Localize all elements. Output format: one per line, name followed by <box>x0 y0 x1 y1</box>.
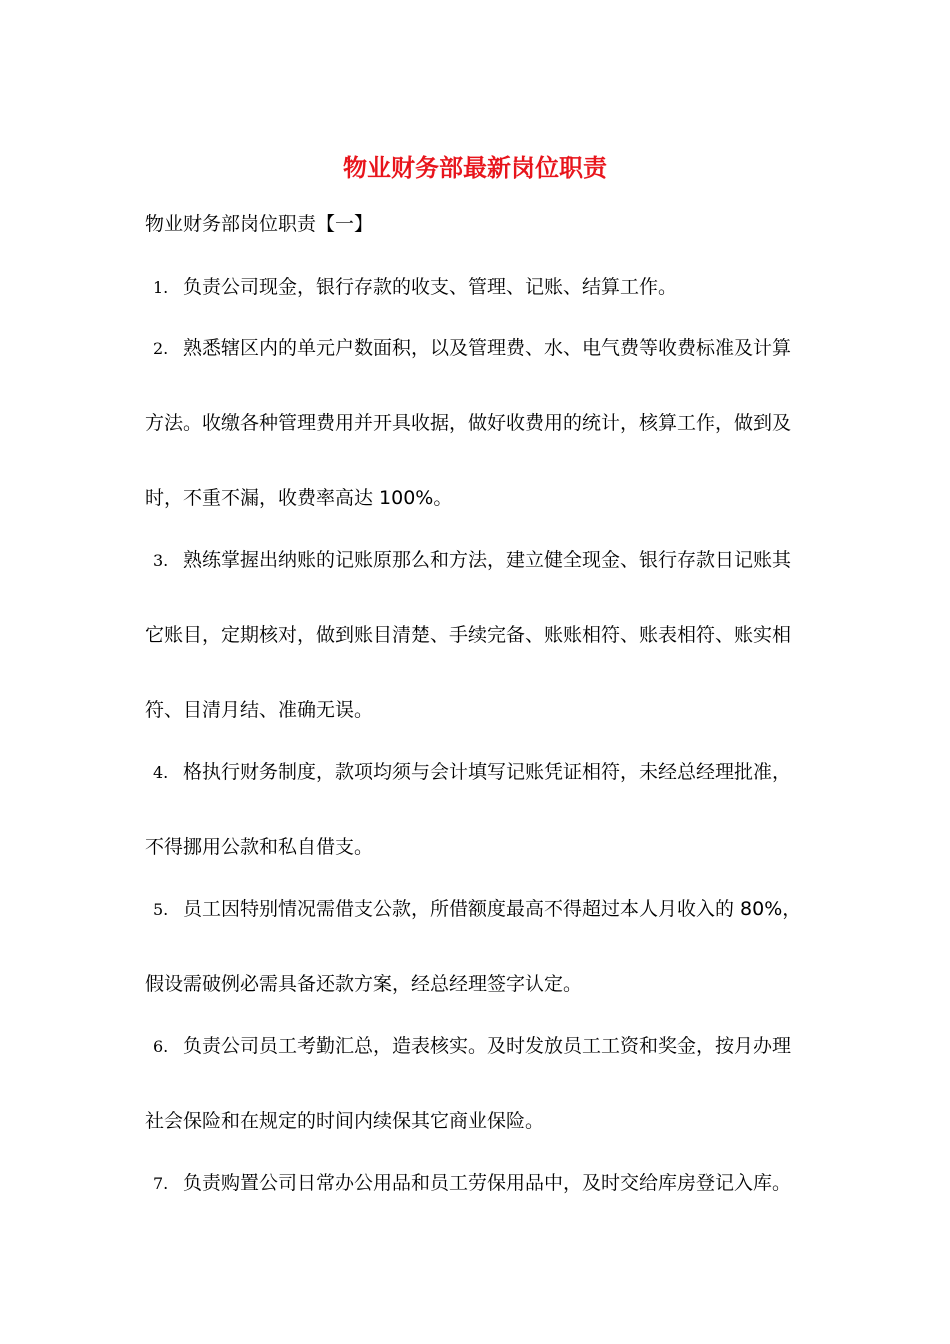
list-item-text: 熟悉辖区内的单元户数面积，以及管理费、水、电气费等收费标准及计算 <box>183 337 792 359</box>
list-item-line: 不得挪用公款和私自借支。 <box>145 836 374 858</box>
list-item-line <box>145 1009 805 1084</box>
document-title: 物业财务部最新岗位职责 <box>343 153 607 182</box>
list-item-text: 熟练掌握出纳账的记账原那么和方法，建立健全现金、银行存款日记账其 <box>183 549 792 571</box>
list-item-number: 1. <box>153 278 169 297</box>
list-item-line <box>145 311 805 386</box>
list-item-number: 7. <box>153 1174 169 1193</box>
list-item-line <box>145 1146 805 1221</box>
list-item-line: 时，不重不漏，收费率高达 100%。 <box>145 487 453 509</box>
list-item-line: 方法。收缴各种管理费用并开具收据，做好收费用的统计，核算工作，做到及 <box>145 412 792 434</box>
list-item-line <box>145 523 805 598</box>
list-item-text: 格执行财务制度，款项均须与会计填写记账凭证相符，未经总经理批准， <box>183 761 792 783</box>
list-item-line <box>145 735 805 810</box>
list-item-number: 4. <box>153 763 169 782</box>
list-item <box>145 735 805 885</box>
list-item-text: 员工因特别情况需借支公款，所借额度最高不得超过本人月收入的 80%， <box>183 898 802 920</box>
list-item-text: 负责公司现金，银行存款的收支、管理、记账、结算工作。 <box>183 276 678 298</box>
list-item-line: 社会保险和在规定的时间内续保其它商业保险。 <box>145 1110 545 1132</box>
list-item <box>145 1146 805 1221</box>
list-item-number: 2. <box>153 339 169 358</box>
list-item-line <box>145 872 805 947</box>
section-heading: 物业财务部岗位职责【一】 <box>145 213 374 235</box>
list-item <box>145 872 805 1022</box>
list-item-line: 符、目清月结、准确无误。 <box>145 699 374 721</box>
list-item-text: 负责公司员工考勤汇总，造表核实。及时发放员工工资和奖金，按月办理 <box>183 1035 792 1057</box>
list-item-number: 3. <box>153 551 169 570</box>
list-item-number: 6. <box>153 1037 169 1056</box>
list-item <box>145 523 805 748</box>
list-item <box>145 311 805 536</box>
list-item-number: 5. <box>153 900 169 919</box>
list-item <box>145 1009 805 1159</box>
list-item-line: 它账目，定期核对，做到账目清楚、手续完备、账账相符、账表相符、账实相 <box>145 624 792 646</box>
list-item-line: 假设需破例必需具备还款方案，经总经理签字认定。 <box>145 973 583 995</box>
list-item-text: 负责购置公司日常办公用品和员工劳保用品中，及时交给库房登记入库。 <box>183 1172 792 1194</box>
